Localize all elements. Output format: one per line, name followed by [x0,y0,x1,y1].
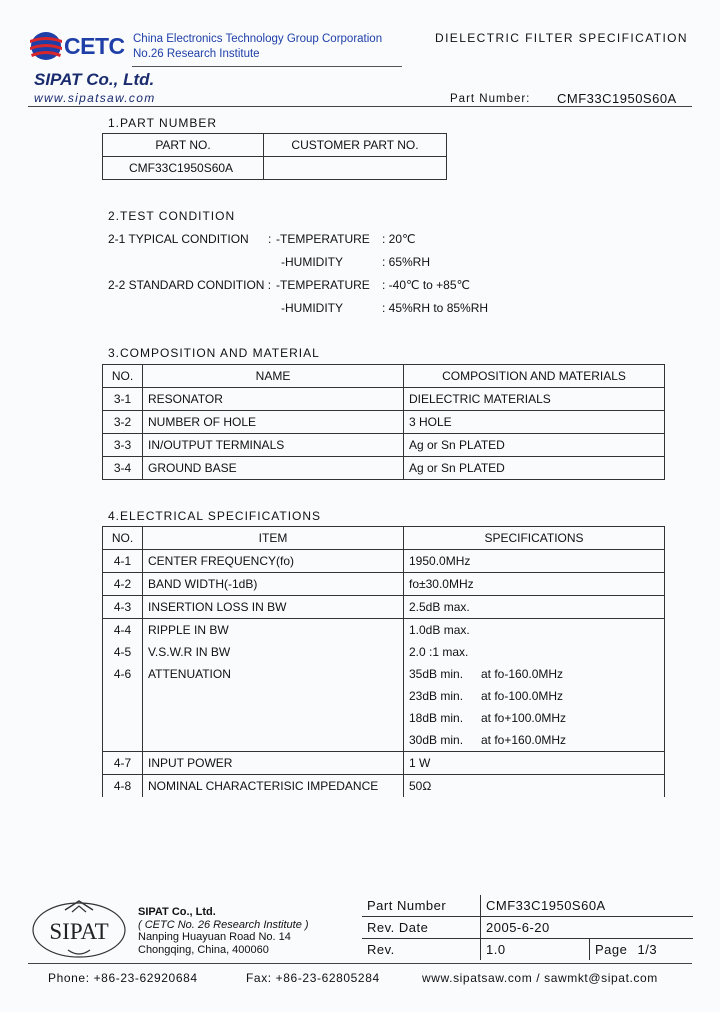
section-4-title: 4.ELECTRICAL SPECIFICATIONS [108,509,322,523]
table-row [103,550,665,573]
part-number-label: Part Number: [450,93,531,105]
footer-address-2: Chongqing, China, 400060 [138,943,269,956]
row-no: 4-7 [103,752,143,775]
row-item: INSERTION LOSS IN BW [143,596,404,619]
part-number-value: CMF33C1950S60A [557,91,677,106]
footer-company: SIPAT Co., Ltd. [138,906,216,918]
row-no: 4-3 [103,596,143,619]
footer-institute: ( CETC No. 26 Research Institute ) [138,918,309,931]
cetc-logo-text: CETC [64,33,125,59]
row-spec-condition: at fo-160.0MHz [476,663,665,685]
typical-condition-colon: : [268,232,272,246]
row-item: ATTENUATION [143,663,404,685]
table-row [103,663,665,685]
footer-part-number-value: CMF33C1950S60A [481,895,694,917]
row-item [143,707,404,729]
electrical-spec-table [102,526,665,797]
footer-page-value: 1/3 [637,942,658,957]
col-name: NAME [143,365,404,388]
table-row [103,411,665,434]
row-material: Ag or Sn PLATED [404,457,665,480]
standard-condition-label: 2-2 STANDARD CONDITION : [108,278,272,292]
row-name: GROUND BASE [143,457,404,480]
footer-rev-date-value: 2005-6-20 [481,917,694,939]
row-no: 3-1 [103,388,143,411]
row-no: 4-6 [103,663,143,685]
row-spec: 50Ω [404,775,665,798]
header-rule [28,106,692,107]
row-spec: 23dB min. [404,685,477,707]
part-no-value: CMF33C1950S60A [103,157,264,180]
row-name: RESONATOR [143,388,404,411]
row-spec: fo±30.0MHz [404,573,665,596]
table-row [103,729,665,752]
table-row [103,457,665,480]
footer-address-block [138,906,309,956]
row-material: 3 HOLE [404,411,665,434]
row-item: RIPPLE IN BW [143,619,404,642]
footer-rule [28,963,692,964]
row-no: 3-2 [103,411,143,434]
row-no [103,729,143,752]
row-no [103,685,143,707]
table-row [103,573,665,596]
row-name: IN/OUTPUT TERMINALS [143,434,404,457]
row-item: NOMINAL CHARACTERISIC IMPEDANCE [143,775,404,798]
row-spec: 2.5dB max. [404,596,665,619]
table-row [103,685,665,707]
sipat-seal-icon [30,898,128,960]
row-spec: 30dB min. [404,729,477,752]
table-row [103,752,665,775]
header-divider [132,66,402,67]
typical-temp-value: : 20℃ [382,232,416,246]
company-name: SIPAT Co., Ltd. [34,70,155,89]
col-part-no: PART NO. [103,134,264,157]
part-number-table [102,133,447,180]
col-material: COMPOSITION AND MATERIALS [404,365,665,388]
customer-part-no-value [264,157,447,180]
table-row [103,619,665,642]
col-customer-part-no: CUSTOMER PART NO. [264,134,447,157]
table-row [103,596,665,619]
table-row [103,388,665,411]
table-row [103,775,665,798]
row-no: 3-3 [103,434,143,457]
row-spec: 18dB min. [404,707,477,729]
standard-hum-label: -HUMIDITY [281,301,343,315]
row-no: 4-1 [103,550,143,573]
row-spec: 2.0 :1 max. [404,641,665,663]
table-row [103,434,665,457]
org-line-1: China Electronics Technology Group Corporation [133,33,383,45]
footer-address-1: Nanping Huayuan Road No. 14 [138,931,291,943]
row-material: DIELECTRIC MATERIALS [404,388,665,411]
sipat-seal-logo [30,898,128,960]
col-no: NO. [103,365,143,388]
row-no: 4-4 [103,619,143,642]
sipat-seal-text: SIPAT [49,919,109,944]
row-material: Ag or Sn PLATED [404,434,665,457]
table-header-row [103,365,665,388]
footer-rev-label: Rev. [362,939,481,961]
row-spec-condition: at fo+160.0MHz [476,729,665,752]
row-spec: 35dB min. [404,663,477,685]
section-2-title: 2.TEST CONDITION [108,209,236,223]
table-header-row [103,527,665,550]
org-line-2: No.26 Research Institute [133,48,260,60]
footer-phone: Phone: +86-23-62920684 [48,971,198,985]
row-item: V.S.W.R IN BW [143,641,404,663]
col-no: NO. [103,527,143,550]
row-no: 4-8 [103,775,143,798]
footer-page-label: Page [595,942,628,957]
section-1-title: 1.PART NUMBER [108,116,218,130]
row-item [143,685,404,707]
table-row [103,707,665,729]
standard-hum-value: : 45%RH to 85%RH [382,301,489,315]
table-row [103,641,665,663]
section-3-title: 3.COMPOSITION AND MATERIAL [108,346,320,360]
document-info-table [362,895,693,960]
footer-fax: Fax: +86-23-62805284 [246,971,380,985]
row-no: 3-4 [103,457,143,480]
standard-temp-label: -TEMPERATURE [276,278,370,292]
row-item: INPUT POWER [143,752,404,775]
footer-page [590,939,694,961]
document-title: DIELECTRIC FILTER SPECIFICATION [435,31,688,45]
row-spec: 1950.0MHz [404,550,665,573]
footer-web-email[interactable]: www.sipatsaw.com / sawmkt@sipat.com [422,971,658,985]
footer-rev-date-label: Rev. Date [362,917,481,939]
row-item: BAND WIDTH(-1dB) [143,573,404,596]
row-item [143,729,404,752]
row-spec-condition: at fo-100.0MHz [476,685,665,707]
composition-table [102,364,665,480]
footer-part-number-label: Part Number [362,895,481,917]
company-website[interactable]: www.sipatsaw.com [34,91,156,105]
typical-hum-label: -HUMIDITY [281,255,343,269]
row-spec: 1 W [404,752,665,775]
typical-hum-value: : 65%RH [382,255,431,269]
row-item: CENTER FREQUENCY(fo) [143,550,404,573]
footer-rev-value: 1.0 [481,939,590,961]
row-no: 4-2 [103,573,143,596]
typical-condition-label: 2-1 TYPICAL CONDITION [108,232,249,246]
standard-temp-value: : -40℃ to +85℃ [382,278,470,292]
row-no [103,707,143,729]
row-no: 4-5 [103,641,143,663]
typical-temp-label: -TEMPERATURE [276,232,370,246]
row-name: NUMBER OF HOLE [143,411,404,434]
row-spec: 1.0dB max. [404,619,665,642]
col-item: ITEM [143,527,404,550]
organization-name [133,32,382,62]
cetc-globe-icon [28,29,64,63]
col-spec: SPECIFICATIONS [404,527,665,550]
row-spec-condition: at fo+100.0MHz [476,707,665,729]
